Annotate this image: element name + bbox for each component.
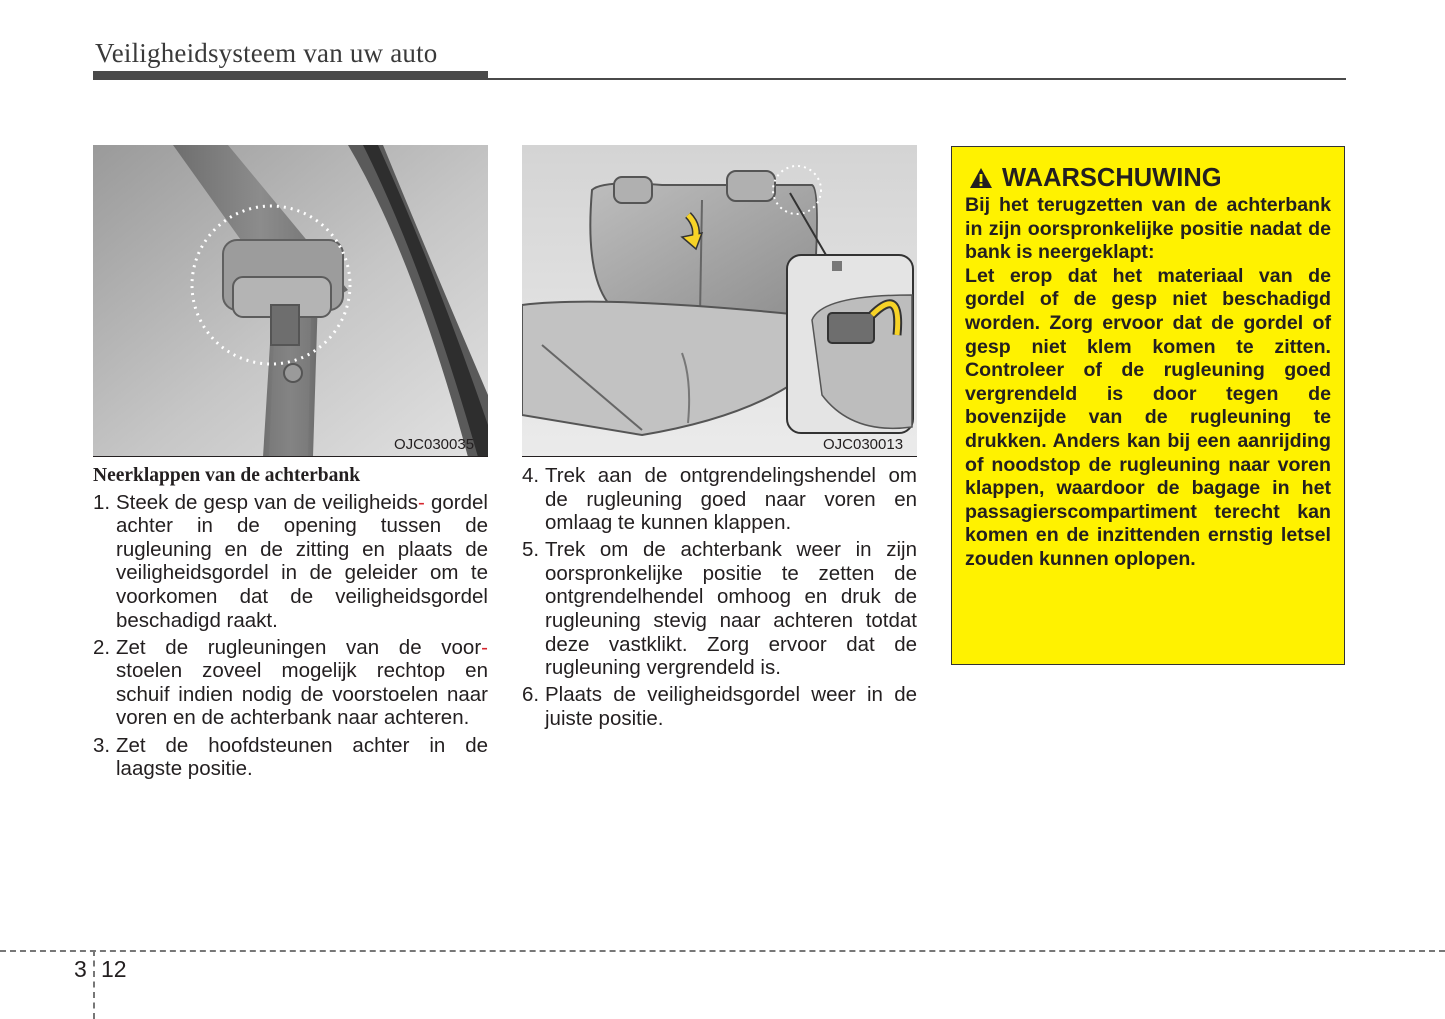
- footer-divider: [0, 950, 1445, 952]
- step-item: 3. Zet de hoofdsteunen achter in de laagste positie.: [93, 733, 488, 781]
- step-item: 5. Trek om de achterbank weer in zijn oorspronkelijke positie te zetten de ontgrendelhendel omhoog en druk de rugleuning stevig naar achteren totdat deze vastklikt. Zorg ervoor dat de rugleuning vergrendeld is.: [522, 538, 917, 680]
- figure-rear-seat: [522, 145, 917, 457]
- warning-intro: Bij het terugzetten van de achterbank in zijn oorspronkelijke positie nadat de bank is neergeklapt:: [965, 194, 1331, 264]
- step-number: 5.: [522, 538, 540, 562]
- warning-title: WAARSCHUWING: [1002, 164, 1222, 192]
- step-item: 4. Trek aan de ontgrendelingshendel om de rugleuning goed naar voren en omlaag te kunnen klappen.: [522, 464, 917, 535]
- figure-code: OJC030035: [394, 436, 475, 453]
- warning-box: [951, 146, 1345, 665]
- page-number: 12: [101, 956, 127, 982]
- figure-rule: [93, 456, 488, 457]
- header-bar: [93, 71, 488, 80]
- warning-triangle-icon: [969, 167, 993, 189]
- rear-seat-fold-illustration: [522, 145, 917, 457]
- figure-code: OJC030013: [823, 436, 904, 453]
- step-item: 1. Steek de gesp van de veiligheids- gordel achter in de opening tussen de rugleuning en de zitting en plaats de veiligheidsgordel in de geleider om te voorkomen dat de veiligheidsgordel beschadigd raakt.: [93, 490, 488, 632]
- step-number: 4.: [522, 464, 540, 487]
- section-heading: Neerklappen van de achterbank: [93, 465, 361, 486]
- step-number: 6.: [522, 683, 540, 707]
- warning-header: [965, 163, 1331, 193]
- step-number: 1.: [93, 490, 111, 514]
- chapter-number: 3: [74, 956, 87, 982]
- header-rule: [488, 78, 1346, 80]
- seatbelt-guide-illustration: [93, 145, 488, 457]
- footer-page-divider: [93, 950, 95, 1019]
- figure-seatbelt-guide: [93, 145, 488, 457]
- step-item: 2. Zet de rugleuningen van de voor- stoelen zoveel mogelijk rechtop en schuif indien nodig de voorstoelen naar voren en de achterbank naar achteren.: [93, 635, 488, 730]
- column-1: [93, 464, 488, 784]
- warning-body: Let erop dat het materiaal van de gordel of de gesp niet beschadigd worden. Zorg ervoor dat de gordel of gesp niet klem komen te zitten. Controleer of de rugleuning goed vergrendeld is door tegen de bovenzijde van de rugleuning te drukken. Anders kan bij een aanrijding of noodstop de rugleuning naar voren klappen, waardoor de bagage in het passagierscompartiment terecht kan komen en de inzittenden ernstig letsel zouden kunnen oplopen.: [965, 264, 1331, 570]
- figure-rule: [522, 456, 917, 457]
- step-number: 3.: [93, 733, 111, 757]
- column-2: [522, 464, 917, 734]
- step-number: 2.: [93, 635, 111, 659]
- page-header-title: Veiligheidsysteem van uw auto: [95, 38, 438, 68]
- step-item: 6. Plaats de veiligheidsgordel weer in de juiste positie.: [522, 683, 917, 730]
